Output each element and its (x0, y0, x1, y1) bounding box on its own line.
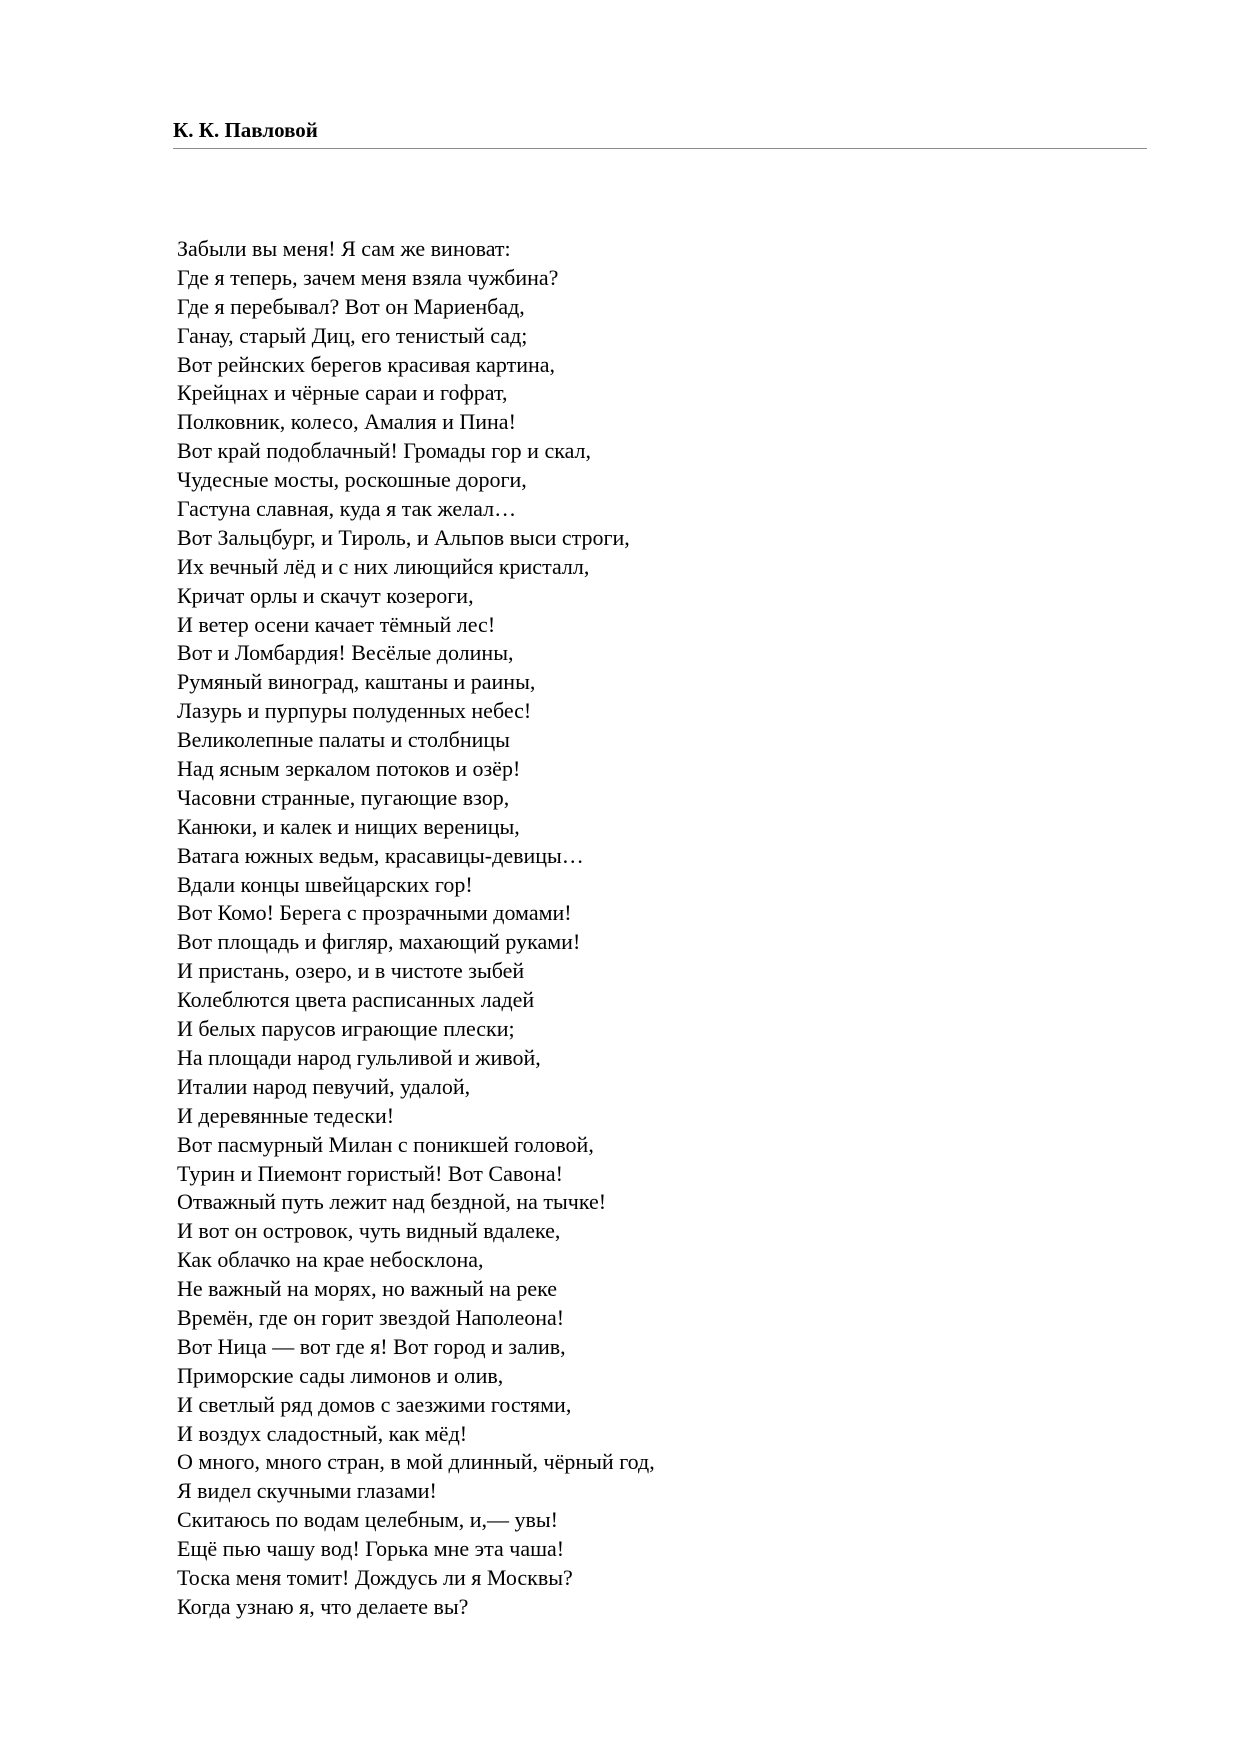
poem-line: Кричат орлы и скачут козероги, (177, 582, 474, 608)
poem-line: Турин и Пиемонт гористый! Вот Савона! (177, 1160, 563, 1186)
poem-line: Канюки, и калек и нищих вереницы, (177, 813, 520, 839)
poem-line: Ещё пью чашу вод! Горька мне эта чаша! (177, 1536, 565, 1562)
poem-line: Где я перебывал? Вот он Мариенбад, (177, 293, 525, 319)
poem-line: Вот край подоблачный! Громады гор и скал, (177, 438, 592, 464)
poem-line: Вот площадь и фигляр, махающий руками! (177, 929, 581, 955)
poem-line: Ватага южных ведьм, красавицы-девицы… (177, 842, 584, 868)
poem-line: Их вечный лёд и с них лиющийся кристалл, (177, 553, 590, 579)
poem-line: И ветер осени качает тёмный лес! (177, 611, 496, 637)
poem-line: Часовни странные, пугающие взор, (177, 784, 510, 810)
poem-line: Румяный виноград, каштаны и раины, (177, 669, 536, 695)
poem-line: Ганау, старый Диц, его тенистый сад; (177, 322, 528, 348)
poem-body (177, 235, 655, 1622)
poem-line: Вот пасмурный Милан с поникшей головой, (177, 1131, 594, 1157)
poem-line: Над ясным зеркалом потоков и озёр! (177, 756, 521, 782)
poem-line: Вот и Ломбардия! Весёлые долины, (177, 640, 514, 666)
poem-line: Отважный путь лежит над бездной, на тычке! (177, 1189, 607, 1215)
poem-line: Тоска меня томит! Дождусь ли я Москвы? (177, 1564, 573, 1590)
poem-line: Колеблются цвета расписанных ладей (177, 987, 535, 1013)
poem-line: На площади народ гульливой и живой, (177, 1044, 541, 1070)
poem-line: О много, много стран, в мой длинный, чёрный год, (177, 1449, 655, 1475)
poem-line: Вот Комо! Берега с прозрачными домами! (177, 900, 572, 926)
poem-line: Времён, где он горит звездой Наполеона! (177, 1304, 565, 1330)
poem-line: Крейцнах и чёрные сараи и гофрат, (177, 380, 508, 406)
poem-line: Вот рейнских берегов красивая картина, (177, 351, 556, 377)
poem-line: Вдали концы швейцарских гор! (177, 871, 473, 897)
poem-line: И вот он островок, чуть видный вдалеке, (177, 1218, 561, 1244)
poem-line: Полковник, колесо, Амалия и Пина! (177, 409, 516, 435)
poem-line: И пристань, озеро, и в чистоте зыбей (177, 958, 525, 984)
poem-line: Чудесные мосты, роскошные дороги, (177, 467, 527, 493)
poem-line: Где я теперь, зачем меня взяла чужбина? (177, 264, 559, 290)
poem-line: Вот Ница — вот где я! Вот город и залив, (177, 1333, 566, 1359)
poem-line: Как облачко на крае небосклона, (177, 1247, 484, 1273)
poem-line: Лазурь и пурпуры полуденных небес! (177, 698, 532, 724)
poem-line: И белых парусов играющие плески; (177, 1016, 515, 1042)
poem-line: Скитаюсь по водам целебным, и,— увы! (177, 1507, 558, 1533)
poem-line: Гастуна славная, куда я так желал… (177, 496, 517, 522)
poem-line: Забыли вы меня! Я сам же виноват: (177, 236, 511, 261)
poem-line: Италии народ певучий, удалой, (177, 1073, 471, 1099)
poem-line: Вот Зальцбург, и Тироль, и Альпов выси строги, (177, 524, 630, 550)
poem-line: Великолепные палаты и столбницы (177, 727, 510, 753)
poem-line: И светлый ряд домов с заезжими гостями, (177, 1391, 572, 1417)
poem-line: Когда узнаю я, что делаете вы? (177, 1593, 469, 1619)
poem-line: И деревянные тедески! (177, 1102, 395, 1128)
poem-line: Не важный на морях, но важный на реке (177, 1276, 557, 1302)
page-header (173, 118, 1147, 149)
poem-line: И воздух сладостный, как мёд! (177, 1420, 468, 1446)
poem-line: Я видел скучными глазами! (177, 1478, 437, 1504)
poem-line: Приморские сады лимонов и олив, (177, 1362, 504, 1388)
page-title: К. К. Павловой (173, 118, 318, 142)
